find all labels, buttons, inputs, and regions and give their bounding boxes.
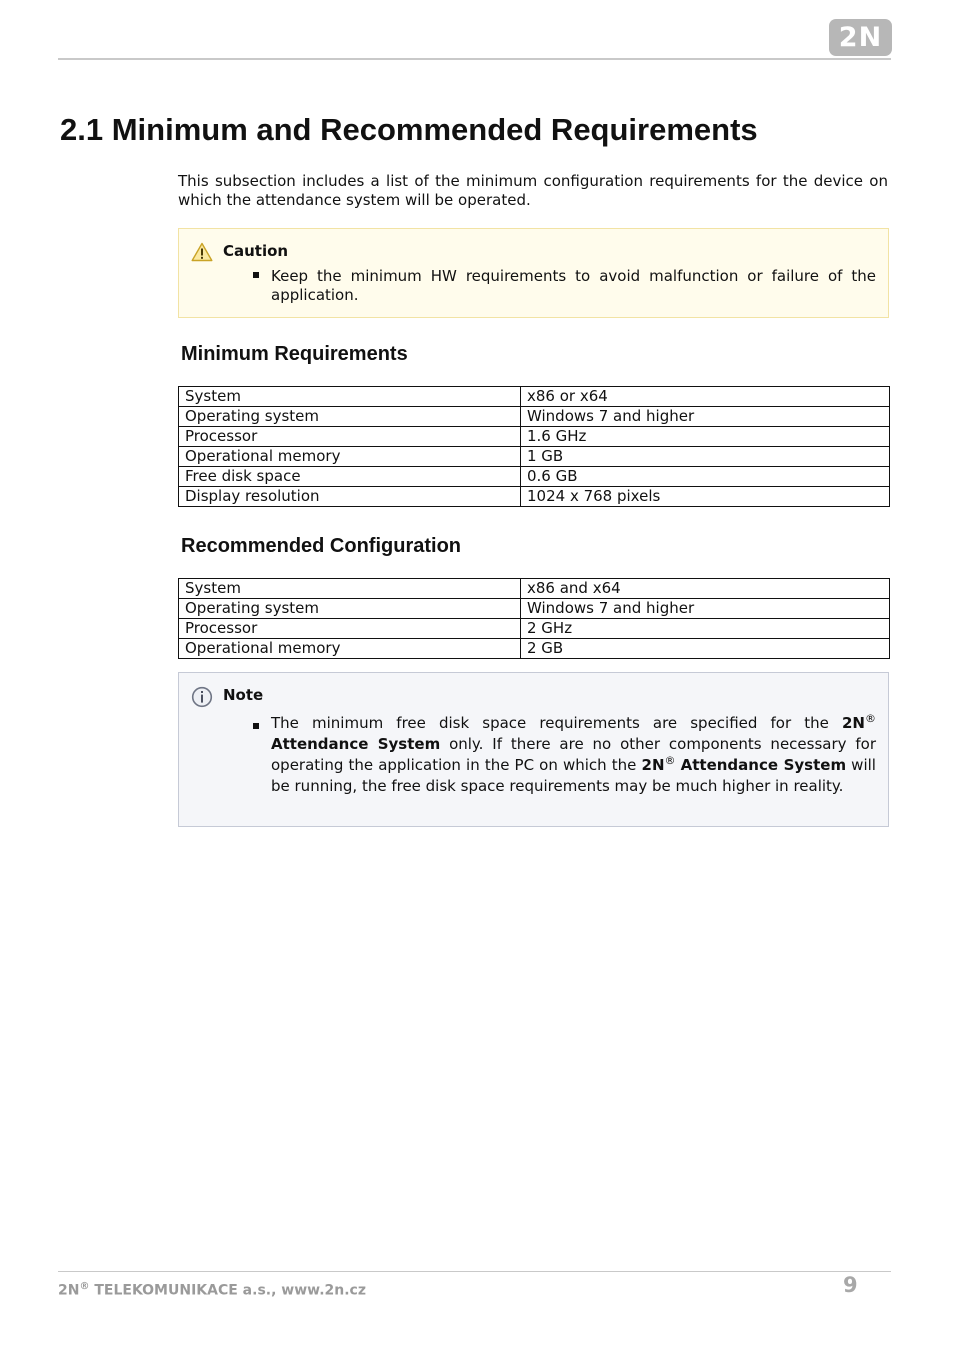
table-cell: Display resolution: [179, 487, 521, 507]
table-cell: 0.6 GB: [521, 467, 890, 487]
product-name: Attendance System: [680, 756, 847, 774]
table-cell: 2 GHz: [521, 619, 890, 639]
note-title: Note: [223, 686, 264, 704]
brand-name: 2N: [641, 756, 665, 774]
registered-mark: ®: [865, 712, 876, 725]
table-row: [179, 639, 890, 659]
minimum-requirements-heading: Minimum Requirements: [181, 343, 408, 365]
table-cell: 1.6 GHz: [521, 427, 890, 447]
table-cell: Operational memory: [179, 447, 521, 467]
table-cell: 1024 x 768 pixels: [521, 487, 890, 507]
warning-triangle-icon: [191, 242, 213, 266]
intro-paragraph: This subsection includes a list of the minimum configuration requirements for the device on which the attendance system will be operated.: [178, 172, 888, 209]
table-row: [179, 579, 890, 599]
table-row: [179, 487, 890, 507]
table-cell: Processor: [179, 619, 521, 639]
table-cell: Operating system: [179, 407, 521, 427]
table-row: [179, 387, 890, 407]
brand-name: 2N: [842, 714, 865, 732]
registered-mark: ®: [79, 1281, 90, 1292]
recommended-configuration-heading: Recommended Configuration: [181, 535, 462, 557]
recommended-configuration-table: [178, 578, 890, 659]
table-row: [179, 427, 890, 447]
caution-panel: [178, 228, 889, 318]
table-cell: x86 and x64: [521, 579, 890, 599]
caution-item: Keep the minimum HW requirements to avoid malfunction or failure of the application.: [271, 267, 876, 304]
page-title: 2.1 Minimum and Recommended Requirements: [60, 112, 758, 147]
table-cell: Free disk space: [179, 467, 521, 487]
table-cell: Windows 7 and higher: [521, 599, 890, 619]
table-row: [179, 447, 890, 467]
product-name: Attendance System: [271, 735, 441, 753]
table-cell: 1 GB: [521, 447, 890, 467]
table-cell: Operational memory: [179, 639, 521, 659]
header-divider: [58, 58, 891, 60]
table-row: [179, 467, 890, 487]
table-cell: x86 or x64: [521, 387, 890, 407]
table-cell: Operating system: [179, 599, 521, 619]
minimum-requirements-table: [178, 386, 890, 507]
table-cell: System: [179, 579, 521, 599]
note-panel: [178, 672, 889, 827]
company-logo: 2N: [829, 19, 892, 56]
table-cell: System: [179, 387, 521, 407]
caution-title: Caution: [223, 242, 289, 260]
table-cell: Processor: [179, 427, 521, 447]
registered-mark: ®: [664, 754, 676, 767]
table-row: [179, 599, 890, 619]
table-row: [179, 619, 890, 639]
table-row: [179, 407, 890, 427]
table-cell: 2 GB: [521, 639, 890, 659]
footer-divider: [58, 1271, 891, 1272]
note-item: The minimum free disk space requirements are specified for the 2N® Attendance System only. If there are no other components necessary for operating the application in the PC on which the 2N® Attendance System will be running, the free disk space requirements may be much higher in reality.: [271, 712, 876, 795]
info-circle-icon: [191, 686, 213, 712]
footer-company: 2N® TELEKOMUNIKACE a.s., www.2n.cz: [58, 1281, 366, 1299]
table-cell: Windows 7 and higher: [521, 407, 890, 427]
page-number: 9: [843, 1273, 858, 1297]
